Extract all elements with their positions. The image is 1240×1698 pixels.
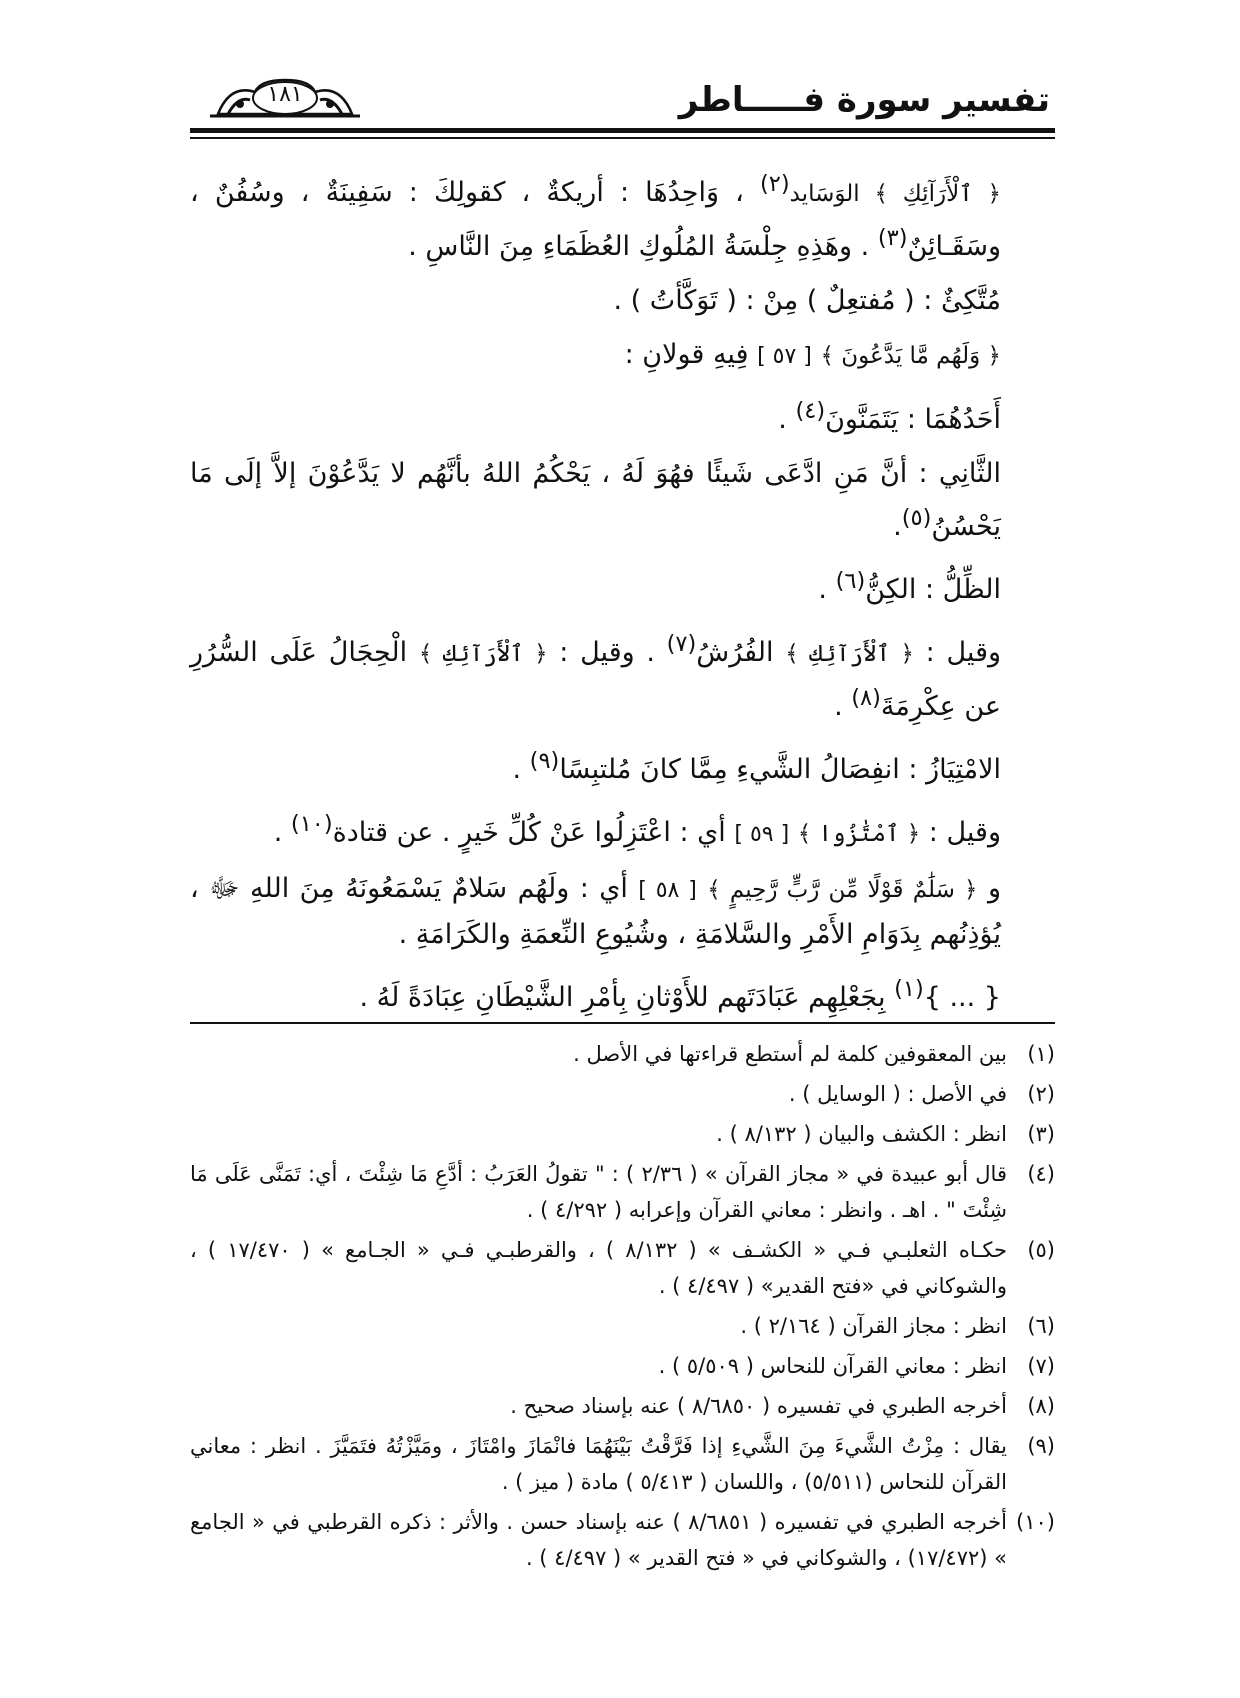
header-rule-thin — [190, 137, 1055, 139]
footnote-item — [190, 1036, 1055, 1072]
quran-quote: ﴿ وَلَهُم مَّا يَدَّعُونَ ﴾ — [820, 343, 1001, 369]
footnote-number: (٩) — [1027, 1434, 1055, 1458]
footnote-text: انظر : الكشف والبيان ( ٨/١٣٢ ) . — [716, 1122, 1007, 1146]
text-run: . — [818, 574, 836, 605]
paragraph-8 — [190, 739, 1055, 792]
page-number-badge — [210, 74, 360, 120]
paragraph-7 — [190, 622, 1055, 729]
text-run: الامْتِيَازُ : انفِصَالُ الشَّيءِ مِمَّا كانَ مُلتبِسًا — [559, 754, 1001, 785]
footnote-ref: (٢) — [759, 171, 790, 197]
footnote-ref: (٦) — [835, 568, 866, 594]
paragraph-4 — [190, 389, 1055, 442]
text-run: أي : ولَهُم سَلامٌ يَسْمَعُونَهُ مِنَ اللهِ ﷻ ، يُؤذِنُهم بِدَوَامِ الأَمْرِ والسَّلامَةِ ، وشُيُوعِ النِّعمَةِ والكَرَامَةِ . — [190, 873, 1001, 950]
text-run: الْحِجَالُ عَلَى السُّرُرِ عن عِكْرِمَةَ — [190, 637, 1001, 722]
text-run: وقيل : — [913, 637, 1002, 668]
footnote-number: (٦) — [1027, 1314, 1055, 1338]
footnote-number: (٢) — [1027, 1082, 1055, 1106]
text-run: الفُرُشُ — [696, 637, 786, 668]
footnote-text: قال أبو عبيدة في « مجاز القرآن » ( ٢/٣٦ ) : " تقولُ العَرَبُ : أدَّعِ مَا شِئْتَ ، أي: تَمَنَّى عَلَى مَا شِئْتَ " . اهـ . وانظر : معاني القرآن وإعرابه ( ٤/٢٩٢ ) . — [190, 1162, 1007, 1222]
footnote-number: (٣) — [1027, 1122, 1055, 1146]
footnote-ref: (١) — [894, 976, 924, 1002]
verse-ref: [ ٥٩ ] — [734, 822, 790, 847]
paragraph-10 — [190, 867, 1055, 957]
footnote-ref: (٤) — [795, 398, 826, 424]
text-run: وقيل : — [920, 817, 1001, 848]
text-run: و — [977, 873, 1002, 904]
text-run: . — [834, 691, 852, 722]
paragraph-11 — [190, 967, 1055, 1020]
footnote-text: بين المعقوفين كلمة لم أستطع قراءتها في الأصل . — [573, 1042, 1007, 1066]
footnote-item — [190, 1232, 1055, 1304]
footnote-ref: (٩) — [529, 748, 560, 774]
footnote-text: أخرجه الطبري في تفسيره ( ٨/٦٨٥١ ) عنه بإسناد حسن . والأثر : ذكره القرطبي في « الجامع » (١٧/٤٧٢) ، والشوكاني في « فتح القدير » ( ٤/٤٩٧ ) . — [190, 1510, 1007, 1570]
verse-ref: [ ٥٧ ] — [757, 344, 812, 369]
text-run: . — [893, 511, 902, 542]
running-title: تفسير سورة فـــــاطر — [678, 80, 1050, 120]
footnote-text: في الأصل : ( الوسايل ) . — [788, 1082, 1007, 1106]
footnote-number: (٥) — [1027, 1238, 1055, 1262]
main-text — [190, 162, 1055, 1030]
footnote-ref: (٧) — [666, 631, 697, 657]
quran-quote: ﴿ ٱمْتَٰزُوا ﴾ — [797, 821, 921, 847]
text-run: . — [778, 404, 796, 435]
text-run: . — [512, 754, 530, 785]
footnote-number: (٨) — [1027, 1394, 1055, 1418]
footnote-number: (١) — [1027, 1042, 1055, 1066]
text-run: . وقيل : — [547, 637, 667, 668]
footnote-ref: (٣) — [877, 225, 908, 251]
footnote-item — [190, 1308, 1055, 1344]
text-run: أي : اعْتَزِلُوا عَنْ كُلِّ خَيرٍ . عن قتادة — [332, 817, 735, 848]
footnote-text: أخرجه الطبري في تفسيره ( ٨/٦٨٥٠ ) عنه بإسناد صحيح . — [510, 1394, 1007, 1418]
text-run: الظِّلُّ : الكِنُّ — [865, 574, 1001, 605]
footnote-number: (٤) — [1027, 1162, 1055, 1186]
footnote-text: حكـاه الثعلبـي فـي « الكشـف » ( ٨/١٣٢ ) ، والقرطبـي فـي « الجـامع » ( ١٧/٤٧٠ ) ، والشوكاني في «فتح القدير» ( ٤/٤٩٧ ) . — [190, 1238, 1007, 1298]
text-run: أَحَدُهُمَا : يَتَمَنَّونَ — [825, 404, 1001, 435]
text-run: ، وَاحِدُهَا : أريكةٌ ، كقولِكَ : سَفِينَةٌ ، وسُفُنٌ ، وسَقَـائِنٌ — [190, 177, 1001, 262]
paragraph-9 — [190, 802, 1055, 857]
footnotes — [190, 1036, 1055, 1580]
footnote-separator — [190, 1022, 1055, 1024]
text-run: الثَّانِي : أنَّ مَنِ ادَّعَى شَيئًا فهُوَ لَهُ ، يَحْكُمُ اللهُ بأنَّهُم لا يَدَّعُوْنَ إلاَّ إلَى مَا يَحْسُنُ — [190, 458, 1001, 542]
footnote-number: (٧) — [1027, 1354, 1055, 1378]
paragraph-6 — [190, 559, 1055, 612]
footnote-item — [190, 1116, 1055, 1152]
quran-quote: ﴿ ٱلْأَرَآئِكِ ﴾ — [418, 641, 548, 667]
verse-ref: [ ٥٨ ] — [638, 878, 697, 903]
paragraph-3 — [190, 333, 1055, 379]
header-rule — [190, 128, 1055, 133]
footnote-text: انظر : مجاز القرآن ( ٢/١٦٤ ) . — [740, 1314, 1007, 1338]
text-run: بِجَعْلِهِم عَبَادَتَهم للأَوْثانِ بِأمْرِ الشَّيْطَانِ عِبَادَةً لَهُ . — [359, 982, 895, 1013]
text-run: . وهَذِهِ جِلْسَةُ المُلُوكِ العُظَمَاءِ مِنَ النَّاسِ . — [408, 231, 878, 262]
footnote-text: يقال : مِزْتُ الشَّيءَ مِنَ الشَّيءِ إذا فَرَّقْتُ بَيْنَهُمَا فانْمَازَ وامْتَازَ ، ومَيَّزْتُهُ فتَمَيَّزَ . انظر : معاني القرآن للنحاس (٥/٥١١) ، واللسان ( ٥/٤١٣ ) مادة ( ميز ) . — [190, 1434, 1007, 1494]
footnote-text: انظر : معاني القرآن للنحاس ( ٥/٥٠٩ ) . — [658, 1354, 1007, 1378]
text-run: فِيهِ قولانِ : — [624, 339, 749, 370]
page-number: ١٨١ — [267, 82, 303, 107]
footnote-item — [190, 1428, 1055, 1500]
footnote-number: (١٠) — [1016, 1510, 1055, 1534]
footnote-ref: (٥) — [901, 505, 932, 531]
footnote-item — [190, 1076, 1055, 1112]
footnote-item — [190, 1504, 1055, 1576]
quran-quote: ﴿ ٱلْأَرَآئِكِ ﴾ الوَسَايد — [789, 181, 1001, 207]
footnote-item — [190, 1156, 1055, 1228]
quran-quote: ﴿ ٱلْأَرَآئِكِ ﴾ — [785, 641, 914, 667]
footnote-ref: (١٠) — [290, 811, 333, 837]
footnote-item — [190, 1348, 1055, 1384]
paragraph-1 — [190, 162, 1055, 269]
footnote-ref: (٨) — [851, 685, 881, 711]
paragraph-2: مُتَّكِئٌ : ( مُفتعِلٌ ) مِنْ : ( تَوَكَّأتُ ) . — [613, 285, 1001, 316]
text-run: . — [273, 817, 291, 848]
paragraph-5 — [190, 452, 1055, 549]
text-run: { ... } — [923, 982, 1001, 1013]
footnote-item — [190, 1388, 1055, 1424]
quran-quote: ﴿ سَلَٰمٌ قَوْلًا مِّن رَّبٍّ رَّحِيمٍ ﴾ — [707, 877, 978, 903]
